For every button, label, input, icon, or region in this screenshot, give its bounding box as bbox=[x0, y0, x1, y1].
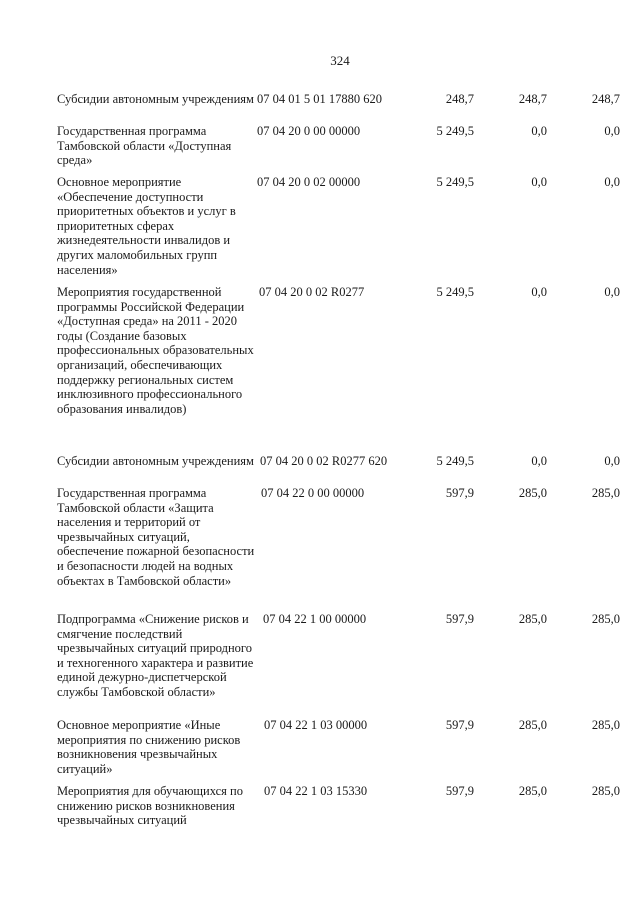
row-value-3: 0,0 bbox=[604, 124, 620, 138]
row-name: Государственная программа Тамбовской области «Защита населения и территорий от чрезвычайных ситуаций, обеспечение пожарной безопасности и безопасности людей на водных объектах в Тамбовской области» bbox=[57, 486, 255, 588]
row-value-2: 0,0 bbox=[531, 175, 547, 189]
row-value-3: 0,0 bbox=[604, 175, 620, 189]
row-code: 07 04 01 5 01 17880 620 bbox=[257, 92, 382, 106]
row-name: Основное мероприятие «Иные мероприятия по снижению рисков возникновения чрезвычайных ситуаций» bbox=[57, 718, 241, 776]
row-name: Государственная программа Тамбовской области «Доступная среда» bbox=[57, 124, 232, 168]
row-value-1: 597,9 bbox=[445, 784, 474, 798]
row-code: 07 04 20 0 02 00000 bbox=[257, 175, 361, 189]
row-value-3: 285,0 bbox=[591, 784, 620, 798]
row-value-1: 5 249,5 bbox=[436, 175, 474, 189]
row-value-2: 0,0 bbox=[531, 285, 547, 299]
row-name: Мероприятия для обучающихся по снижению рисков возникновения чрезвычайных ситуаций bbox=[57, 784, 243, 828]
row-value-2: 285,0 bbox=[518, 784, 547, 798]
row-value-3: 0,0 bbox=[604, 285, 620, 299]
row-value-1: 597,9 bbox=[445, 612, 474, 626]
row-value-1: 5 249,5 bbox=[436, 285, 474, 299]
row-value-2: 285,0 bbox=[518, 486, 547, 500]
row-value-1: 5 249,5 bbox=[436, 454, 474, 468]
row-name: Основное мероприятие «Обеспечение доступности приоритетных объектов и услуг в приоритетных сферах жизнедеятельности инвалидов и других маломобильных групп населения» bbox=[57, 175, 236, 277]
row-code: 07 04 20 0 02 R0277 620 bbox=[260, 454, 388, 468]
row-code: 07 04 22 1 00 00000 bbox=[263, 612, 367, 626]
row-value-2: 285,0 bbox=[518, 718, 547, 732]
row-name: Субсидии автономным учреждениям bbox=[57, 92, 254, 106]
row-value-3: 248,7 bbox=[591, 92, 620, 106]
row-value-1: 248,7 bbox=[445, 92, 474, 106]
row-value-3: 285,0 bbox=[591, 612, 620, 626]
row-name: Подпрограмма «Снижение рисков и смягчение последствий чрезвычайных ситуаций природного и техногенного характера и развитие единой дежурно-диспетчерской службы Тамбовской области» bbox=[57, 612, 254, 699]
row-value-2: 0,0 bbox=[531, 124, 547, 138]
row-value-1: 597,9 bbox=[445, 718, 474, 732]
row-value-3: 285,0 bbox=[591, 718, 620, 732]
row-code: 07 04 22 0 00 00000 bbox=[261, 486, 365, 500]
row-name: Субсидии автономным учреждениям bbox=[57, 454, 254, 468]
row-code: 07 04 22 1 03 15330 bbox=[264, 784, 368, 798]
row-value-1: 5 249,5 bbox=[436, 124, 474, 138]
row-value-1: 597,9 bbox=[445, 486, 474, 500]
row-code: 07 04 20 0 02 R0277 bbox=[259, 285, 365, 299]
row-value-2: 0,0 bbox=[531, 454, 547, 468]
row-value-3: 0,0 bbox=[604, 454, 620, 468]
row-value-2: 248,7 bbox=[518, 92, 547, 106]
row-name: Мероприятия государственной программы Российской Федерации «Доступная среда» на 2011 - 2020 годы (Создание базовых профессиональных образовательных организаций, обеспечивающих поддержку региональных систем инклюзивного профессионального образования инвалидов) bbox=[57, 285, 254, 416]
row-value-2: 285,0 bbox=[518, 612, 547, 626]
row-code: 07 04 22 1 03 00000 bbox=[264, 718, 368, 732]
page-number: 324 bbox=[330, 53, 350, 68]
row-value-3: 285,0 bbox=[591, 486, 620, 500]
row-code: 07 04 20 0 00 00000 bbox=[257, 124, 361, 138]
